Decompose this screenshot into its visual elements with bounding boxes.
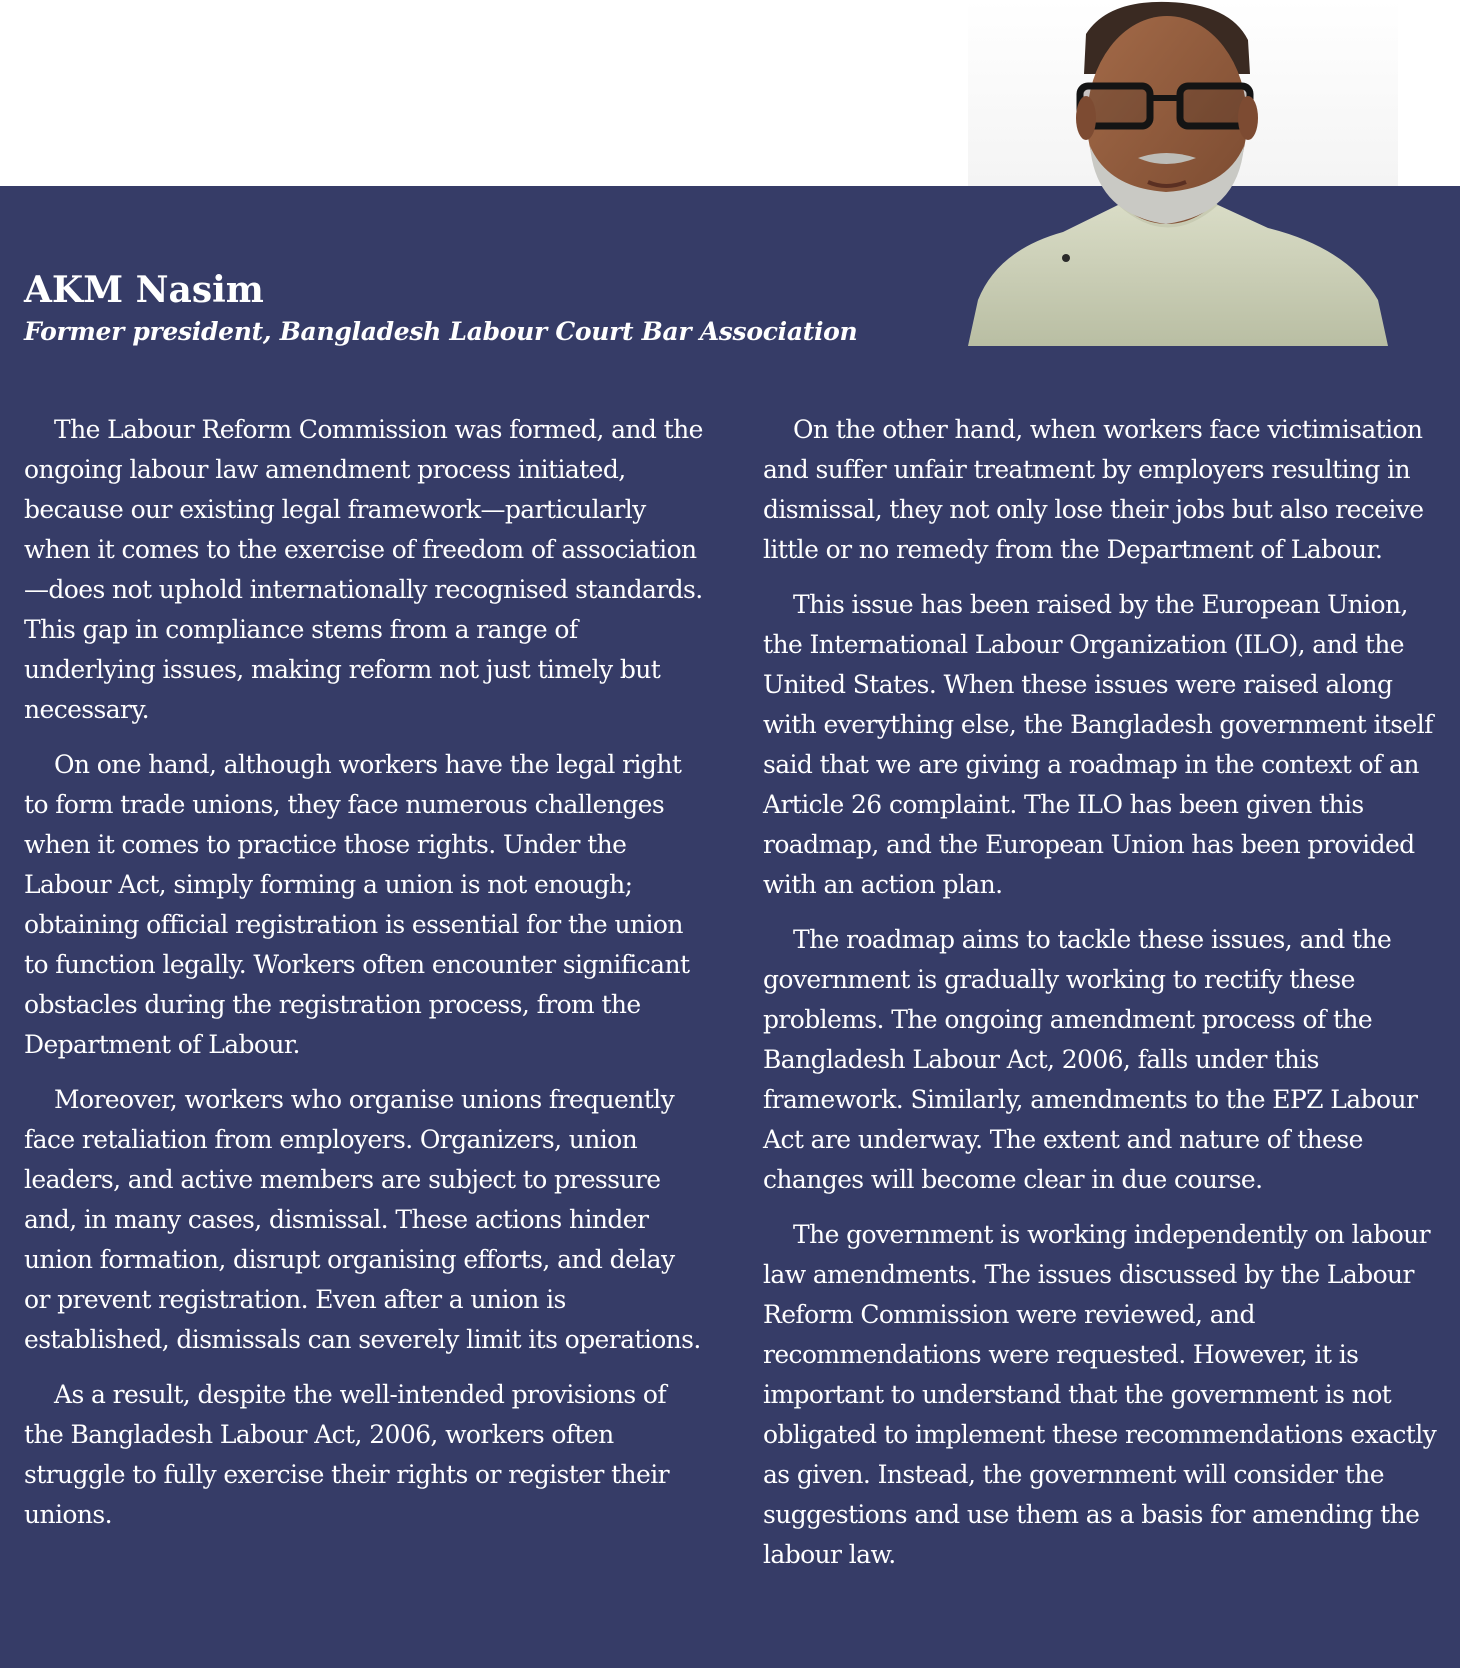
author-role: Former president, Bangladesh Labour Court Bar Association: [24, 317, 858, 346]
left-column: [24, 410, 704, 1550]
author-name: AKM Nasim: [24, 269, 264, 311]
paragraph: On the other hand, when workers face victimisation and suffer unfair treatment by employers resulting in dismissal, they not only lose their jobs but also receive little or no remedy from the Department of Labour.: [763, 415, 1424, 564]
paragraph: As a result, despite the well-intended provisions of the Bangladesh Labour Act, 2006, workers often struggle to fully exercise their rights or register their unions.: [24, 1380, 669, 1529]
portrait-photo: [968, 0, 1398, 346]
byline: [24, 268, 924, 350]
paragraph: This issue has been raised by the European Union, the International Labour Organization (ILO), and the United States. When these issues were raised along with everything else, the Bangladesh government itself said that we are giving a roadmap in the context of an Article 26 complaint. The ILO has been given this roadmap, and the European Union has been provided with an action plan.: [763, 590, 1433, 899]
paragraph: On one hand, although workers have the legal right to form trade unions, they face numerous challenges when it comes to practice those rights. Under the Labour Act, simply forming a union is not enough; obtaining official registration is essential for the union to function legally. Workers often encounter significant obstacles during the registration process, from the Department of Labour.: [24, 750, 690, 1059]
right-column: [763, 410, 1443, 1590]
paragraph: The roadmap aims to tackle these issues, and the government is gradually working to rectify these problems. The ongoing amendment process of the Bangladesh Labour Act, 2006, falls under this framework. Similarly, amendments to the EPZ Labour Act are underway. The extent and nature of these changes will become clear in due course.: [763, 925, 1418, 1194]
paragraph: The Labour Reform Commission was formed, and the ongoing labour law amendment process initiated, because our existing legal framework—particularly when it comes to the exercise of freedom of association—does not uphold internationally recognised standards. This gap in compliance stems from a range of underlying issues, making reform not just timely but necessary.: [24, 415, 703, 724]
paragraph: The government is working independently on labour law amendments. The issues discussed by the Labour Reform Commission were reviewed, and recommendations were requested. However, it is important to understand that the government is not obligated to implement these recommendations exactly as given. Instead, the government will consider the suggestions and use them as a basis for amending the labour law.: [763, 1220, 1437, 1569]
paragraph: Moreover, workers who organise unions frequently face retaliation from employers. Organizers, union leaders, and active members are subject to pressure and, in many cases, dismissal. These actions hinder union formation, disrupt organising efforts, and delay or prevent registration. Even after a union is established, dismissals can severely limit its operations.: [24, 1085, 701, 1354]
